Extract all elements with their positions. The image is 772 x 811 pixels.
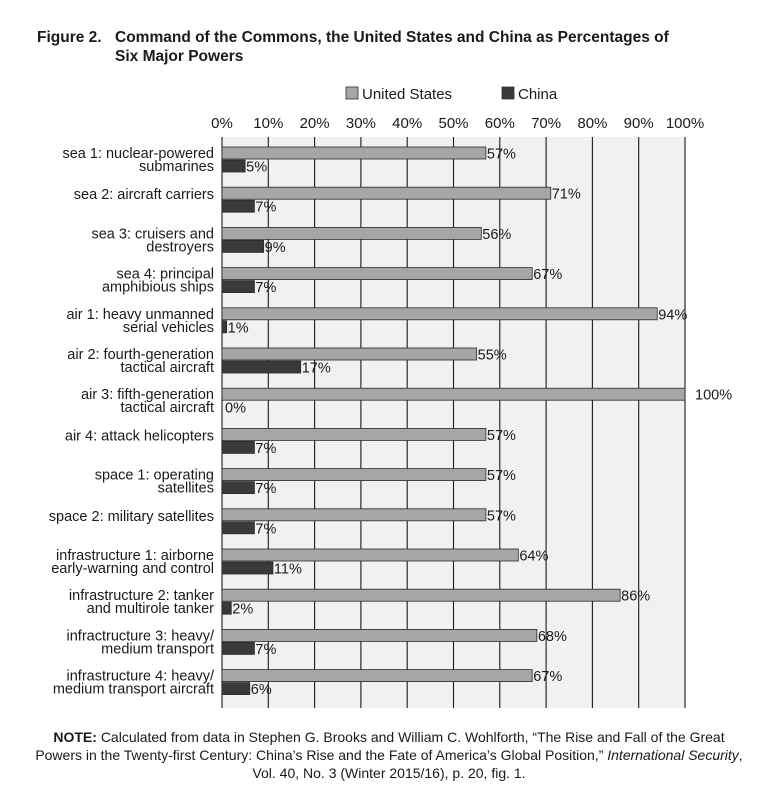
bar-china bbox=[222, 602, 231, 614]
data-label-china: 6% bbox=[250, 682, 272, 699]
bar-united-states bbox=[222, 268, 532, 280]
x-tick-label: 60% bbox=[484, 115, 515, 132]
bar-united-states bbox=[222, 187, 551, 199]
x-tick-label: 0% bbox=[211, 115, 233, 132]
bar-china bbox=[222, 281, 254, 293]
category-label: sea 1: nuclear-powered bbox=[62, 146, 214, 162]
category-labels bbox=[49, 146, 215, 698]
x-tick-label: 40% bbox=[392, 115, 423, 132]
bar-united-states bbox=[222, 147, 486, 159]
note-journal: International Security bbox=[607, 747, 739, 763]
data-label-united-states: 56% bbox=[482, 226, 512, 243]
figure-title-line2: Six Major Powers bbox=[115, 48, 244, 65]
data-label-china: 0% bbox=[225, 400, 246, 417]
note-text-end: , Vol. 40, No. 3 (Winter 2015/16), p. 20, fig. 1. bbox=[252, 747, 743, 781]
category-label: air 2: fourth-generation bbox=[67, 347, 214, 363]
x-tick-label: 100% bbox=[665, 115, 705, 132]
category-label: space 2: military satellites bbox=[48, 508, 214, 525]
data-label-united-states: 64% bbox=[519, 548, 549, 565]
data-label-united-states: 86% bbox=[621, 588, 651, 605]
bar-china bbox=[222, 361, 301, 373]
data-label-china: 7% bbox=[255, 280, 277, 297]
category-label: infrastructure 1: airborne bbox=[56, 548, 214, 564]
category-label: space 1: operating bbox=[94, 467, 214, 484]
data-label-united-states: 57% bbox=[486, 146, 516, 163]
legend-swatch-united-states bbox=[346, 87, 358, 99]
category-label: medium transport aircraft bbox=[52, 681, 214, 698]
data-label-china: 7% bbox=[255, 199, 277, 216]
data-label-united-states: 57% bbox=[486, 508, 516, 525]
data-label-united-states: 71% bbox=[551, 186, 581, 203]
data-label-united-states: 67% bbox=[533, 669, 563, 686]
category-label: submarines bbox=[139, 159, 214, 175]
bar-united-states bbox=[222, 428, 486, 440]
data-label-united-states: 57% bbox=[486, 468, 516, 485]
figure-number: Figure 2. bbox=[37, 29, 102, 46]
bar-china bbox=[222, 642, 254, 654]
bar-united-states bbox=[222, 227, 481, 239]
category-label: amphibious ships bbox=[101, 279, 214, 296]
bar-united-states bbox=[222, 348, 477, 360]
data-label-china: 5% bbox=[246, 159, 268, 176]
bar-united-states bbox=[222, 629, 537, 641]
bar-china bbox=[222, 240, 264, 252]
bar-china bbox=[222, 160, 245, 172]
category-label: medium transport bbox=[101, 641, 214, 658]
bar-united-states bbox=[222, 388, 685, 400]
legend bbox=[346, 86, 558, 103]
category-label: air 3: fifth-generation bbox=[81, 387, 214, 404]
bar-united-states bbox=[222, 308, 657, 320]
x-tick-label: 10% bbox=[253, 115, 284, 132]
category-label: serial vehicles bbox=[122, 319, 214, 336]
x-tick-label: 30% bbox=[345, 115, 376, 132]
x-tick-label: 80% bbox=[577, 115, 608, 132]
bar-united-states bbox=[222, 589, 620, 601]
data-label-united-states: 100% bbox=[695, 387, 733, 404]
category-label: air 1: heavy unmanned bbox=[66, 306, 214, 323]
data-label-china: 7% bbox=[255, 481, 277, 498]
category-label: early-warning and control bbox=[51, 561, 214, 577]
bar-china bbox=[222, 562, 273, 574]
bar-china bbox=[222, 321, 227, 333]
bar-china bbox=[222, 200, 254, 212]
category-label: and multirole tanker bbox=[86, 601, 214, 618]
category-label: infrastructure 4: heavy/ bbox=[66, 668, 214, 685]
category-label: sea 3: cruisers and bbox=[91, 226, 214, 243]
note-text: Calculated from data in Stephen G. Brooks and William C. Wohlforth, “The Rise and Fall of the Great Powers in the Twenty-first Century: China’s Rise and the Fate of America’s Global Position,” bbox=[35, 729, 725, 763]
data-label-china: 7% bbox=[255, 521, 277, 538]
x-tick-label: 50% bbox=[438, 115, 469, 132]
data-label-united-states: 94% bbox=[658, 307, 688, 324]
category-label: destroyers bbox=[146, 239, 214, 256]
category-label: infractructure 3: heavy/ bbox=[66, 628, 214, 645]
legend-label-china: China bbox=[518, 86, 558, 103]
category-label: sea 4: principal bbox=[116, 266, 214, 283]
x-tick-label: 20% bbox=[299, 115, 330, 132]
data-label-china: 1% bbox=[227, 320, 249, 337]
data-label-china: 17% bbox=[301, 360, 331, 377]
bar-china bbox=[222, 683, 250, 695]
data-label-united-states: 57% bbox=[486, 427, 516, 444]
bar-china bbox=[222, 522, 254, 534]
category-label: satellites bbox=[157, 480, 214, 497]
x-tick-label: 70% bbox=[531, 115, 562, 132]
bar-united-states bbox=[222, 509, 486, 521]
bar-united-states bbox=[222, 469, 486, 481]
x-tick-label: 90% bbox=[623, 115, 654, 132]
source-note bbox=[33, 728, 745, 782]
data-label-united-states: 68% bbox=[537, 628, 567, 645]
category-label: infrastructure 2: tanker bbox=[68, 588, 214, 605]
data-label-china: 11% bbox=[273, 561, 302, 578]
category-label: sea 2: aircraft carriers bbox=[73, 187, 214, 204]
figure-title-line1: Command of the Commons, the United States and China as Percentages of bbox=[115, 29, 669, 46]
data-label-china: 9% bbox=[264, 239, 286, 256]
bar-united-states bbox=[222, 549, 518, 561]
data-label-china: 2% bbox=[232, 601, 254, 618]
data-label-china: 7% bbox=[255, 440, 277, 457]
category-label: tactical aircraft bbox=[120, 400, 214, 417]
bar-china bbox=[222, 441, 254, 453]
data-label-united-states: 67% bbox=[533, 267, 563, 284]
x-axis-ticks bbox=[211, 115, 704, 132]
legend-label-united-states: United States bbox=[362, 86, 453, 103]
legend-swatch-china bbox=[502, 87, 514, 99]
data-label-united-states: 55% bbox=[477, 347, 507, 364]
bar-united-states bbox=[222, 670, 532, 682]
data-label-china: 7% bbox=[255, 641, 277, 658]
note-lead: NOTE: bbox=[53, 729, 97, 745]
bar-china bbox=[222, 482, 254, 494]
category-label: tactical aircraft bbox=[120, 360, 214, 376]
category-label: air 4: attack helicopters bbox=[64, 428, 214, 445]
